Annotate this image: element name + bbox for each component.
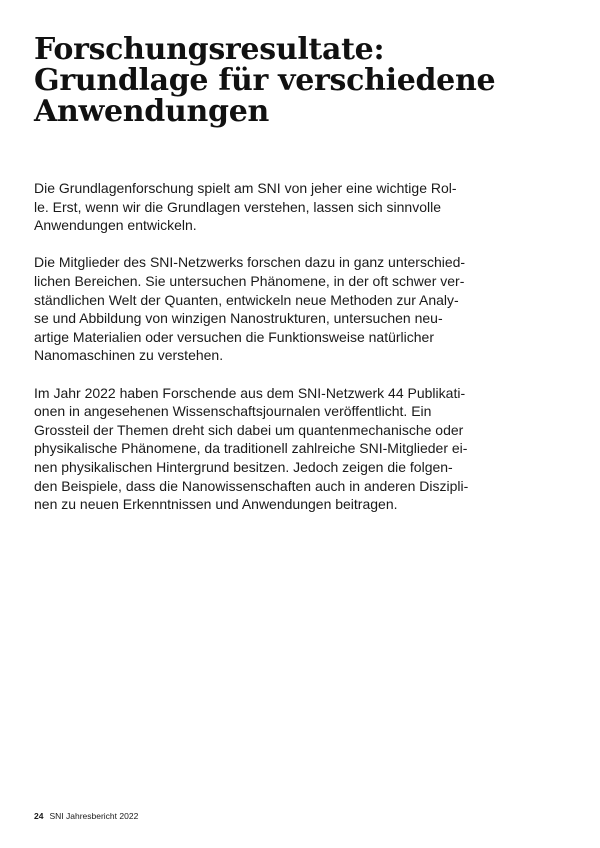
text-line: ständlichen Welt der Quanten, entwickeln neue Methoden zur Analy- (34, 291, 459, 308)
page-number: 24 (34, 811, 44, 821)
page-title-line: Forschungsresultate: (34, 32, 385, 67)
text-line: Im Jahr 2022 haben Forschende aus dem SNI-Netzwerk 44 Publikati- (34, 384, 466, 401)
page-title-line: Grundlage für verschiedene (34, 63, 496, 98)
text-line: le. Erst, wenn wir die Grundlagen verstehen, lassen sich sinnvolle (34, 198, 441, 215)
paragraph-intro (34, 179, 574, 235)
text-line: nen physikalischen Hintergrund besitzen. Jedoch zeigen die folgen- (34, 458, 453, 475)
text-line: Anwendungen entwickeln. (34, 217, 197, 234)
text-line: Grossteil der Themen dreht sich dabei um quantenmechanische oder (34, 421, 464, 438)
text-line: physikalische Phänomene, da traditionell zahlreiche SNI-Mitglieder ei- (34, 440, 468, 457)
page-title (34, 34, 574, 127)
paragraph-research-areas (34, 253, 574, 365)
text-line: Die Mitglieder des SNI-Netzwerks forschen dazu in ganz unterschied- (34, 254, 466, 271)
text-line: Nanomaschinen zu verstehen. (34, 347, 224, 364)
text-line: lichen Bereichen. Sie untersuchen Phänomene, in der oft schwer ver- (34, 272, 465, 289)
text-line: den Beispiele, dass die Nanowissenschaften auch in anderen Diszipli- (34, 477, 469, 494)
publication-title: SNI Jahresbericht 2022 (49, 811, 139, 821)
text-line: onen in angesehenen Wissenschaftsjournalen veröffentlicht. Ein (34, 403, 432, 420)
text-line: nen zu neuen Erkenntnissen und Anwendungen beitragen. (34, 496, 398, 513)
page-title-line: Anwendungen (34, 94, 269, 129)
paragraph-publications (34, 384, 574, 514)
text-line: Die Grundlagenforschung spielt am SNI von jeher eine wichtige Rol- (34, 180, 457, 196)
text-line: artige Materialien oder versuchen die Funktionsweise natürlicher (34, 328, 434, 345)
page-footer (34, 811, 138, 821)
text-line: se und Abbildung von winzigen Nanostrukturen, untersuchen neu- (34, 310, 443, 327)
body-text (34, 179, 574, 532)
